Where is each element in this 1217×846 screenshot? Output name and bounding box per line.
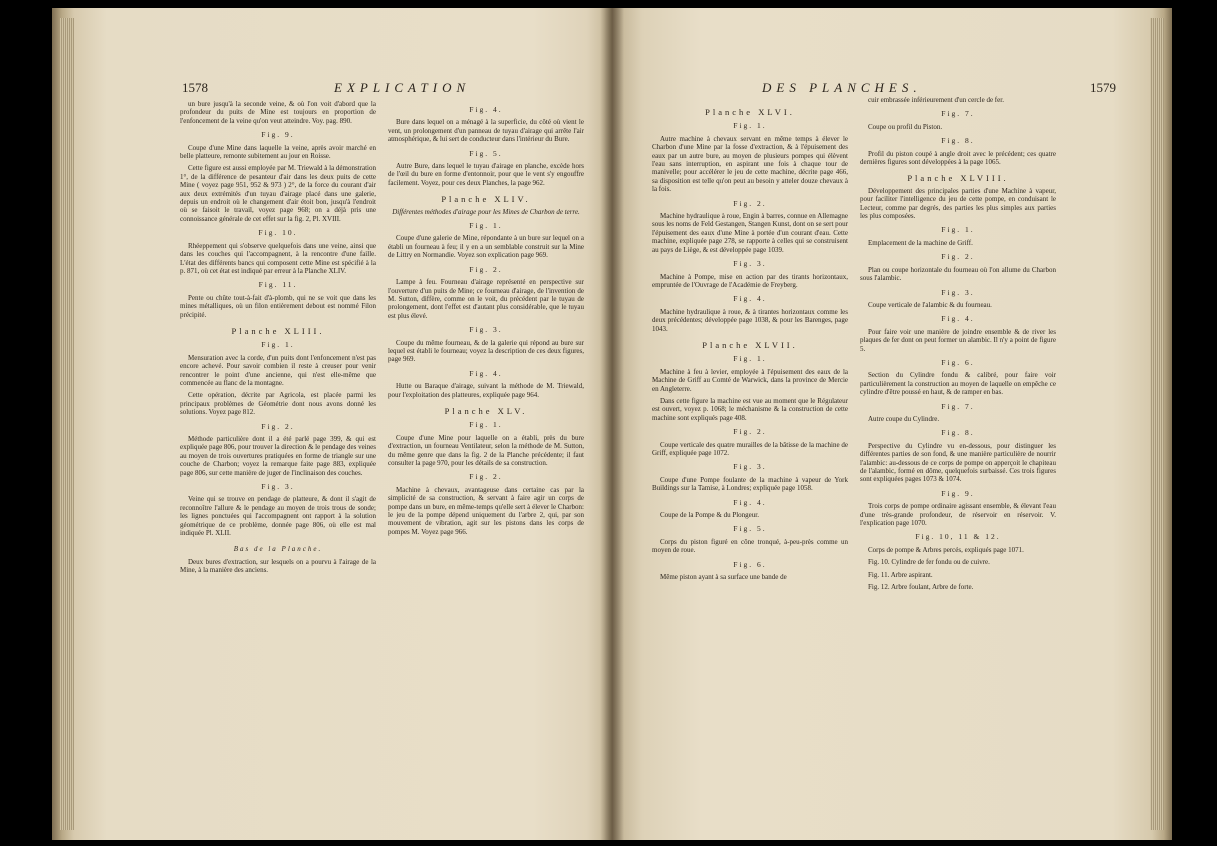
figure-heading: Fig. 3.: [261, 482, 295, 492]
paragraph: Méthode particulière dont il a été parlé page 399, & qui est expliquée page 806, pour trouver la direction & le pendage des veines au moyen de trois ouvertures pratiquées en forme de triangle sur une couche de Charbon; voyez la remarque faite page 883, expliquée page 806, sur cette manière de juger de l'inclinaison des couches.: [180, 435, 376, 477]
paragraph: Machine à feu à levier, employée à l'épuisement des eaux de la Machine de Griff au Comté de Warwick, dans la province de Mercie en Angleterre.: [652, 367, 848, 393]
paragraph: Cette figure est aussi employée par M. Triewald à la démonstration 1°, de la différence de pesanteur d'air dans les deux puits de cette Mine ( voyez page 951, 952 & 973 ) 2°, de la force du courant d'air aux deux extrémités d'un tuyau d'airage placé dans une galerie, depuis un endroit où le changement d'air étoit bon, jusqu'à l'endroit où se faisoit le travail, voyez page 968; on a déjà pris une connoissance générale de cet effet sur la fig. 2, Pl. XVIII.: [180, 164, 376, 223]
paragraph: Plan ou coupe horizontale du fourneau où l'on allume du Charbon sous l'alambic.: [860, 265, 1056, 283]
figure-heading: Fig. 9.: [261, 130, 295, 140]
figure-heading: Fig. 9.: [941, 488, 975, 498]
figure-heading: Fig. 11.: [258, 280, 298, 290]
figure-heading: Fig. 10, 11 & 12.: [915, 532, 1001, 542]
paragraph: Dans cette figure la machine est vue au moment que le Régulateur est ouvert, voyez p. 1068; le méchanisme & la construction de cette machine sont expliqués page 408.: [652, 396, 848, 422]
text-column-left: [180, 100, 376, 800]
paragraph: Mensuration avec la corde, d'un puits dont l'enfoncement n'est pas encore achevé. Pour savoir combien il reste à creuser pour venir rencontrer le point d'une ancienne, qui n'est elle-même que commencée au flanc de la montagne.: [180, 353, 376, 387]
figure-heading: Fig. 3.: [469, 325, 503, 335]
figure-heading: Fig. 2.: [469, 264, 503, 274]
paragraph: Pour faire voir une manière de joindre ensemble & de river les plaques de fer dont on peut former un alambic. Il n'y a point de figure 5.: [860, 327, 1056, 353]
figure-heading: Fig. 2.: [941, 252, 975, 262]
figure-heading: Fig. 5.: [469, 148, 503, 158]
paragraph: Coupe d'une Pompe foulante de la machine à vapeur de York Buildings sur la Tamise, à Londres; expliquée page 1058.: [652, 475, 848, 493]
figure-heading: Fig. 1.: [261, 340, 295, 350]
figure-heading: Fig. 1.: [733, 121, 767, 131]
paragraph: un bure jusqu'à la seconde veine, & où l'on voit d'abord que la profondeur du puits de Mine est toujours en proportion de l'enfoncement de la veine qu'on veut atteindre. Voy. pag. 890.: [180, 100, 376, 125]
figure-heading: Fig. 4.: [469, 368, 503, 378]
paragraph: Trois corps de pompe ordinaire agissant ensemble, & élevant l'eau d'une très-grande profondeur, de réservoir en réservoir. V. l'explication page 1070.: [860, 502, 1056, 528]
text-column-right: [388, 100, 584, 800]
figure-heading: Fig. 7.: [941, 109, 975, 119]
figure-heading: Fig. 2.: [733, 198, 767, 208]
running-title: DES PLANCHES.: [762, 80, 922, 95]
page-edge-stack: [60, 18, 74, 830]
figure-heading: Fig. 2.: [261, 421, 295, 431]
running-title: EXPLICATION: [334, 80, 471, 95]
paragraph: Profil du piston coupé à angle droit avec le précédent; ces quatre dernières figures sont développées à la page 1065.: [860, 149, 1056, 167]
paragraph: Autre Bure, dans lequel le tuyau d'airage en planche, excède hors de l'œil du bure en forme d'entonnoir, pour que le vent s'y engouffre facilement. Voyez, pour ces deux Planches, la page 962.: [388, 162, 584, 187]
paragraph: Corps de pompe & Arbres percés, expliqués page 1071.: [868, 545, 1024, 554]
paragraph: Coupe du même fourneau, & de la galerie qui répond au bure sur lequel est établi le fourneau; voyez la description de ces deux figures, page 969.: [388, 338, 584, 364]
paragraph: Section du Cylindre fondu & calibré, pour faire voir particulièrement la construction au moyen de laquelle on empêche ce cylindre d'être poussé en haut, & de ramper en bas.: [860, 371, 1056, 397]
paragraph: Fig. 11. Arbre aspirant.: [868, 570, 933, 579]
paragraph: Bure dans lequel on a ménagé à la superficie, du côté où vient le vent, un prolongement d'un panneau de tuyau d'airage qui arrête l'air atmosphérique, & lui sert de conducteur dans l'intérieur du Bure.: [388, 118, 584, 144]
figure-heading: Fig. 8.: [941, 136, 975, 146]
paragraph: Corps du piston figuré en cône tronqué, à-peu-près comme un moyen de roue.: [652, 537, 848, 555]
paragraph: Emplacement de la machine de Griff.: [868, 238, 973, 247]
figure-heading: Fig. 3.: [733, 462, 767, 472]
paragraph: Coupe d'une Mine pour laquelle on a établi, près du bure d'extraction, un fourneau Ventilateur, selon la méthode de M. Sutton, du même genre que dans la fig. 2 de la Planche précédente; il faut consulter la page 970, pour les détails de sa construction.: [388, 433, 584, 467]
figure-heading: Fig. 1.: [941, 225, 975, 235]
figure-heading: Fig. 3.: [941, 287, 975, 297]
text-column-left: [652, 100, 848, 835]
paragraph: Fig. 12. Arbre foulant, Arbre de forte.: [868, 583, 974, 592]
plate-heading: Planche XLV.: [444, 405, 528, 416]
paragraph: Coupe d'une Mine dans laquelle la veine, après avoir marché en belle platteure, remonte subitement au jour en Roisse.: [180, 143, 376, 161]
figure-heading: Fig. 4.: [941, 314, 975, 324]
paragraph: Hutte ou Baraque d'airage, suivant la méthode de M. Triewald, pour l'exploitation des platteures, expliquée page 964.: [388, 382, 584, 399]
open-book: [52, 8, 1172, 840]
paragraph: Machine à Pompe, mise en action par des tirants horizontaux, empruntée de l'Ouvrage de l'Académie de Freyberg.: [652, 272, 848, 289]
paragraph: Machine à chevaux, avantageuse dans certaine cas par la simplicité de sa construction, & servant à faire agir un corps de pompe dans un bure, en même-temps qu'elle sert à élever le Charbon: le jeu de la pompe dépend uniquement du l'arbre 2, qui, par son mouvement de vibration, agit sur les pistons dans les corps de pompes M. Voyez page 966.: [388, 485, 584, 536]
figure-heading: Fig. 6.: [733, 559, 767, 569]
figure-heading: Fig. 1.: [733, 354, 767, 364]
plate-heading: Planche XLVIII.: [907, 173, 1009, 184]
page-number: 1578: [182, 80, 208, 95]
figure-heading: Fig. 3.: [733, 259, 767, 269]
paragraph: Machine hydraulique à roue, Engin à barres, connue en Allemagne sous les noms de Feld Gestangen, Stangen Kunst, dont on se sert pour l'épuisement des eaux d'une Mine à portée d'un courant d'eau. Cette machine, expliquée page 278, se rapporte à celles qui se construisent au pays de Liège, & est développée page 1039.: [652, 212, 848, 254]
right-page: [612, 8, 1172, 840]
text-column-right: [860, 96, 1056, 796]
plate-heading: Planche XLIV.: [441, 194, 531, 205]
page-number: 1579: [1090, 80, 1116, 95]
plate-heading: Planche XLVI.: [705, 107, 795, 117]
paragraph: Coupe verticale des quatre murailles de la bâtisse de la machine de Griff, expliquée page 1072.: [652, 440, 848, 457]
figure-heading: Fig. 4.: [733, 497, 767, 507]
paragraph: Coupe d'une galerie de Mine, répondante à un bure sur lequel on a établi un fourneau à feu; il y en a un semblable construit sur la Mine de Littry en Normandie. Voyez son explication page 969.: [388, 234, 584, 260]
paragraph: cuir embrassée inférieurement d'un cercle de fer.: [868, 96, 1004, 104]
paragraph: Autre coupe du Cylindre.: [868, 414, 940, 423]
paragraph: Veine qui se trouve en pendage de platteure, & dont il s'agit de reconnoître l'allure & le pendage au moyen de trois trous de sonde; les lignes ponctuées qui l'accompagnent ont rapport à la solution géométrique de ce problème, donnée page 806, où elle est mal indiquée Pl. XLII.: [180, 495, 376, 538]
plate-heading: Planche XLVII.: [702, 339, 798, 350]
paragraph: Lampe à feu. Fourneau d'airage représenté en perspective sur l'ouverture d'un puits de Mine; ce fourneau d'airage, de l'invention de M. Sutton, diffère, comme on le voit, du précédent par le tuyau de prolongement, dont l'effet est d'autant plus considérable, que le tuyau est plus élevé.: [388, 278, 584, 320]
paragraph: Machine hydraulique à roue, & à tirantes horizontaux comme les deux précédentes; développée page 1038, & pour les Barenges, page 1043.: [652, 307, 848, 333]
figure-heading: Fig. 1.: [469, 420, 503, 430]
figure-heading: Fig. 2.: [469, 472, 503, 482]
figure-heading: Fig. 8.: [941, 428, 975, 438]
paragraph: Fig. 10. Cylindre de fer fondu ou de cuivre.: [868, 558, 990, 567]
plate-heading: Planche XLIII.: [231, 325, 325, 336]
figure-heading: Fig. 10.: [258, 228, 298, 238]
paragraph: Cette opération, décrite par Agricola, est placée parmi les principaux problèmes de Géométrie dont nous avons donné les solutions. Voyez page 812.: [180, 391, 376, 417]
left-page: [52, 8, 612, 840]
figure-heading: Fig. 5.: [733, 524, 767, 534]
paragraph: Rhéeppement qui s'observe quelquefois dans une veine, ainsi que dans les couches qui l'accompagnent, à la rencontre d'une faille. L'état des différents bancs qui composent cette Mine est spécifié à la p. 871, où cet état est indiqué par erreur à la Planche XLIV.: [180, 241, 376, 275]
paragraph: Deux bures d'extraction, sur lesquels on a pourvu à l'airage de la Mine, à la manière des anciens.: [180, 557, 376, 575]
paragraph: Coupe verticale de l'alambic & du fourneau.: [868, 300, 992, 309]
figure-heading: Fig. 6.: [941, 357, 975, 367]
plate-subtitle: Différentes méthodes d'airage pour les Mines de Charbon de terre.: [392, 207, 580, 216]
figure-heading: Fig. 7.: [941, 401, 975, 411]
paragraph: Autre machine à chevaux servant en même temps à élever le Charbon d'une Mine par la fosse d'extraction, & à l'épuisement des eaux par un autre bure, au moyen de plusieurs pompes qui élèvent l'eau sans interruption, en aspirant une fois à chaque tour de manivelle; pour accélérer le jeu de cette machine, décrite page 466, sa disposition est telle qu'on peut au besoin y atteler douze chevaux à la fois.: [652, 134, 848, 194]
paragraph: Coupe ou profil du Piston.: [868, 122, 943, 131]
figure-heading: Fig. 4.: [733, 294, 767, 304]
figure-heading: Fig. 2.: [733, 427, 767, 437]
figure-heading: Fig. 1.: [469, 221, 503, 231]
paragraph: Développement des principales parties d'une Machine à vapeur, pour faciliter l'intelligence du jeu de cette pompe, en conduisant le Lecteur, comme par degrés, des parties les plus simples aux parties les plus composées.: [860, 186, 1056, 221]
figure-heading: Fig. 4.: [469, 105, 503, 114]
paragraph: Pente ou chûte tout-à-fait d'à-plomb, qui ne se voit que dans les mines métalliques, où un filon entièrement debout est nommé Filon précipité.: [180, 293, 376, 319]
paragraph: Même piston ayant à sa surface une bande de: [660, 573, 787, 582]
paragraph: Perspective du Cylindre vu en-dessous, pour distinguer les différentes parties de son fond, & une manière particulière de nourrir l'alambic: au-dessous de ce corps de pompe on apperçoit le chapiteau de l'alambic, formé en dôme, quelquefois surbaissé. Ces trois figures sont expliquées pages 1073 & 1074.: [860, 441, 1056, 484]
paragraph: Coupe de la Pompe & du Plongeur.: [660, 511, 759, 520]
section-note: Bas de la Planche.: [233, 545, 323, 554]
book-gutter: [600, 8, 624, 840]
page-edge-stack: [1150, 18, 1164, 830]
